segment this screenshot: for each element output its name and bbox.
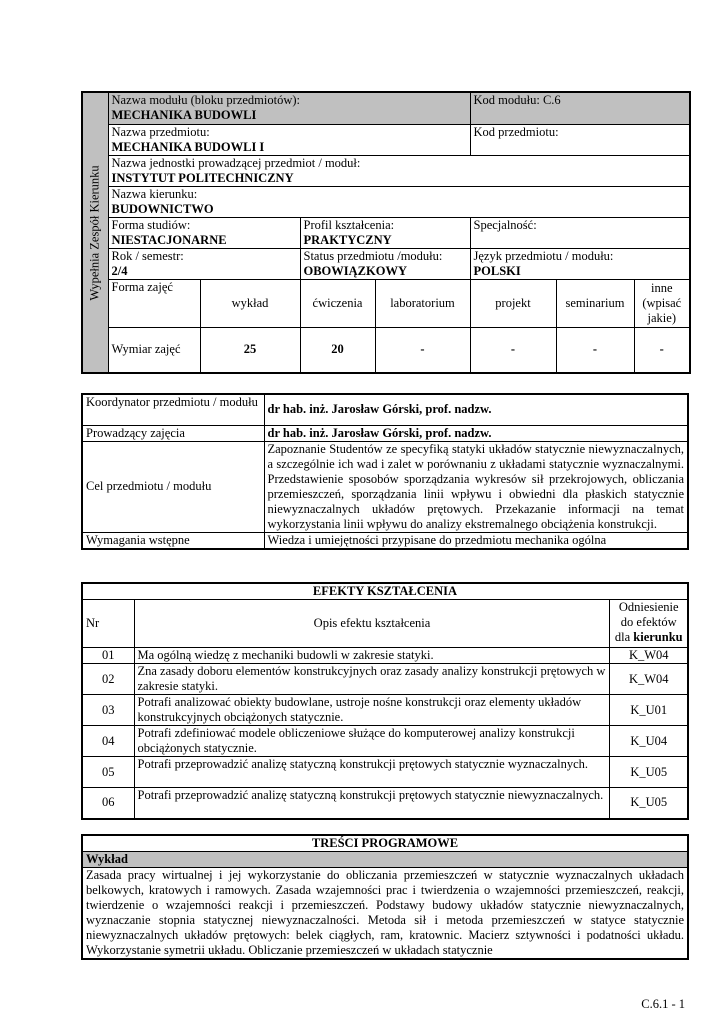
hours-label: Wymiar zajęć	[111, 342, 181, 357]
form-exercises: ćwiczenia	[300, 279, 375, 327]
specialty-cell	[470, 217, 690, 248]
program-table	[81, 834, 689, 960]
table-row: 02 Zna zasady doboru elementów konstrukcyjnych oraz zasady analizy konstrukcji prętowych w zakresie statyki. K_W04	[82, 664, 688, 695]
table-row: 03 Potrafi analizować obiekty budowlane, ustroje nośne konstrukcji oraz elementy układów konstrukcyjnych obciążonych statycznie. K_U01	[82, 695, 688, 726]
study-form-cell	[108, 217, 300, 248]
language-cell	[470, 248, 690, 279]
form-laboratory: laboratorium	[375, 279, 470, 327]
subject-name-cell	[108, 124, 470, 155]
hours-exercises: 20	[300, 327, 375, 373]
module-code-label: Kod modułu: C.6	[473, 93, 561, 107]
goal-label: Cel przedmiotu / modułu	[82, 441, 264, 532]
hours-label-cell	[108, 327, 200, 373]
field-label: Nazwa kierunku:	[111, 186, 198, 201]
coordinator-label: Koordynator przedmiotu / modułu	[82, 394, 264, 425]
module-info-table	[81, 91, 691, 374]
study-form-value: NIESTACJONARNE	[111, 232, 227, 247]
year-cell	[108, 248, 300, 279]
forms-label-cell	[108, 279, 200, 327]
profile-cell	[300, 217, 470, 248]
language-label: Język przedmiotu / modułu:	[473, 248, 614, 263]
unit-label: Nazwa jednostki prowadzącej przedmiot / moduł:	[111, 155, 361, 170]
form-project: projekt	[470, 279, 556, 327]
module-name-value: MECHANIKA BUDOWLI	[111, 108, 257, 122]
year-label: Rok / semestr:	[111, 248, 184, 263]
page-number: C.6.1 - 1	[641, 997, 685, 1011]
form-lecture: wykład	[200, 279, 300, 327]
table-row: 04 Potrafi zdefiniować modele obliczeniowe służące do komputerowej analizy konstrukcji obciążonych statycznie. K_U04	[82, 726, 688, 757]
effects-table	[81, 582, 689, 820]
module-name-cell	[108, 92, 470, 124]
table-row: 06 Potrafi przeprowadzić analizę statyczną konstrukcji prętowych statycznie niewyznaczalnych. K_U05	[82, 788, 688, 819]
specialty-label: Specjalność:	[473, 217, 537, 232]
hours-seminar: -	[556, 327, 634, 373]
col-nr: Nr	[82, 600, 134, 648]
side-label-cell	[82, 92, 108, 373]
effects-title: EFEKTY KSZTAŁCENIA	[82, 583, 688, 600]
form-other: inne (wpisać jakie)	[634, 279, 690, 327]
subject-code-label: Kod przedmiotu:	[473, 124, 559, 139]
side-label: Wypełnia Zespół Kierunku	[87, 164, 102, 301]
col-desc: Opis efektu kształcenia	[134, 600, 610, 648]
study-form-label: Forma studiów:	[111, 217, 191, 232]
year-value: 2/4	[111, 263, 128, 278]
table-row: 01 Ma ogólną wiedzę z mechaniki budowli w zakresie statyki. K_W04	[82, 648, 688, 664]
course-details-table	[81, 393, 689, 550]
requirements-value: Wiedza i umiejętności przypisane do przedmiotu mechanika ogólna	[264, 532, 688, 549]
unit-cell	[108, 155, 690, 186]
goal-value: Zapoznanie Studentów ze specyfiką statyki układów statycznie niewyznaczalnych, a szczególnie ich wad i zalet w porównaniu z układami statycznie wyznaczalnymi. Przedstawienie sposobów sporządzania wykresów sił przekrojowych, obliczania przemieszczeń, sporządzania linii wpływu i obwiedni dla płaskich statycznie niewyznaczalnych układów prętowych. Przekazanie informacji na temat wykorzystania linii wpływu do analizy ekstremalnego obciążenia konstrukcji.	[264, 441, 688, 532]
lecturer-value: dr hab. inż. Jarosław Górski, prof. nadzw.	[264, 425, 688, 441]
lecturer-label: Prowadzący zajęcia	[82, 425, 264, 441]
subject-code-cell	[470, 124, 690, 155]
status-value: OBOWIĄZKOWY	[303, 263, 407, 278]
field-value: BUDOWNICTWO	[111, 201, 214, 216]
profile-value: PRAKTYCZNY	[303, 232, 392, 247]
status-cell	[300, 248, 470, 279]
hours-other: -	[634, 327, 690, 373]
form-seminar: seminarium	[556, 279, 634, 327]
hours-project: -	[470, 327, 556, 373]
status-label: Status przedmiotu /modułu:	[303, 248, 443, 263]
module-name-label: Nazwa modułu (bloku przedmiotów):	[111, 93, 300, 107]
forms-label: Forma zajęć	[111, 279, 173, 294]
language-value: POLSKI	[473, 263, 521, 278]
requirements-label: Wymagania wstępne	[82, 532, 264, 549]
program-title: TREŚCI PROGRAMOWE	[82, 835, 688, 852]
unit-value: INSTYTUT POLITECHNICZNY	[111, 170, 294, 185]
coordinator-value: dr hab. inż. Jarosław Górski, prof. nadzw.	[264, 394, 688, 425]
lecture-text: Zasada pracy wirtualnej i jej wykorzystanie do obliczania przemieszczeń w statycznie wyznaczalnych układach belkowych, kratowych i ramowych. Zasada wzajemności prac i twierdzenia o wzajemności przemieszczeń, reakcji, twierdzenie o wzajemności reakcji i przemieszczeń. Podstawy budowy układów statycznie niewyznaczalnych, wyznaczanie stopnia statycznej niewyznaczalności. Metoda sił i metoda przemieszczeń w statyce statycznie niewyznaczalnych układów prętowych: belek ciągłych, ram, kratownic. Macierz sztywności i podatności układu. Wykorzystanie symetrii układu. Obliczanie przemieszczeń w układach statycznie	[82, 868, 688, 960]
col-ref: Odniesienie do efektów dla kierunku	[610, 600, 688, 648]
subject-name-value: MECHANIKA BUDOWLI I	[111, 139, 265, 154]
hours-laboratory: -	[375, 327, 470, 373]
module-code-cell	[470, 92, 690, 124]
field-cell	[108, 186, 690, 217]
subject-name-label: Nazwa przedmiotu:	[111, 124, 210, 139]
lecture-label: Wykład	[82, 852, 688, 868]
table-row: 05 Potrafi przeprowadzić analizę statyczną konstrukcji prętowych statycznie wyznaczalnych. K_U05	[82, 757, 688, 788]
hours-lecture: 25	[200, 327, 300, 373]
profile-label: Profil kształcenia:	[303, 217, 395, 232]
